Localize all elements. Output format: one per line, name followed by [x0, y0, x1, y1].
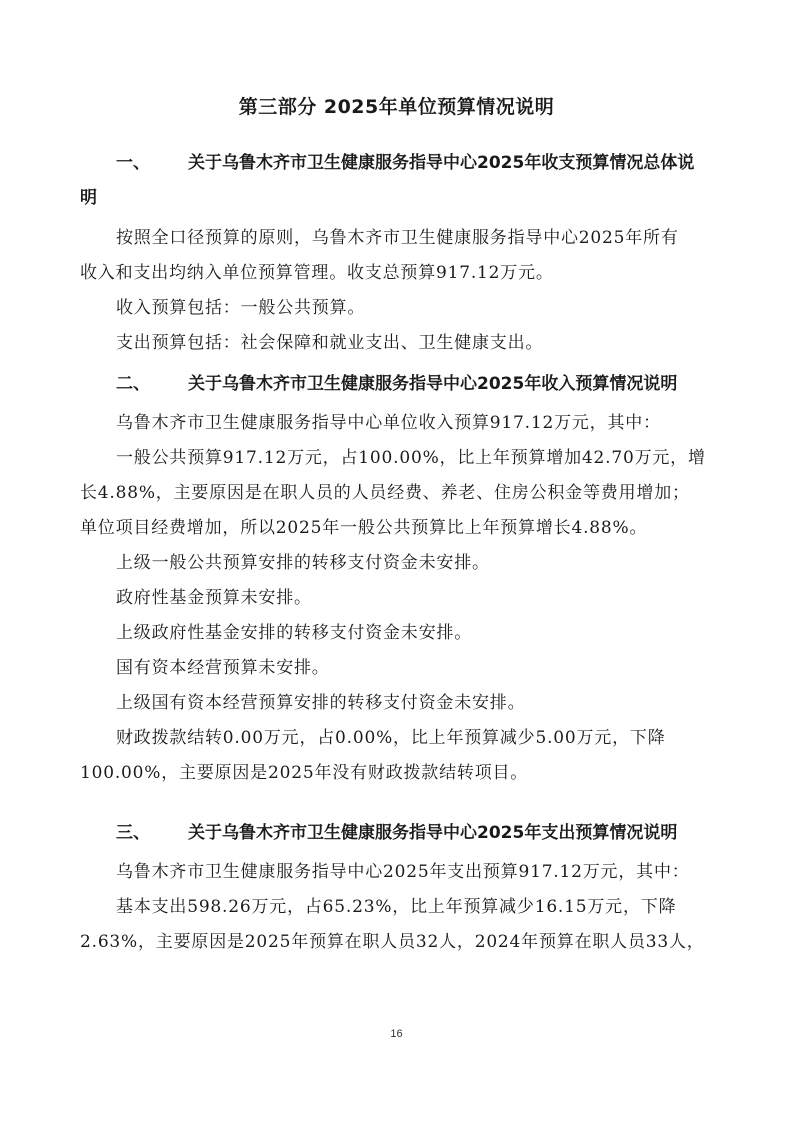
paragraph-line: 单位项目经费增加，所以2025年一般公共预算比上年预算增长4.88%。 [80, 518, 648, 538]
paragraph-line: 一般公共预算917.12万元，占100.00%，比上年预算增加42.70万元，增 [116, 448, 706, 468]
paragraph-line: 乌鲁木齐市卫生健康服务指导中心2025年支出预算917.12万元，其中： [116, 862, 690, 882]
section-3-body [80, 855, 710, 960]
section-2-body [80, 406, 710, 791]
paragraph-line: 按照全口径预算的原则，乌鲁木齐市卫生健康服务指导中心2025年所有 [116, 228, 679, 248]
section-2-title: 关于乌鲁木齐市卫生健康服务指导中心2025年收入预算情况说明 [188, 374, 678, 394]
section-1-title: 关于乌鲁木齐市卫生健康服务指导中心2025年收支预算情况总体说 [188, 153, 695, 173]
paragraph-line: 上级国有资本经营预算安排的转移支付资金未安排。 [116, 693, 526, 713]
paragraph-line: 长4.88%，主要原因是在职人员的人员经费、养老、住房公积金等费用增加； [80, 483, 690, 503]
section-2-number: 二、 [116, 374, 150, 394]
paragraph-line: 国有资本经营预算未安排。 [116, 658, 330, 678]
paragraph-line: 支出预算包括：社会保障和就业支出、卫生健康支出。 [116, 333, 544, 353]
section-1-heading-cont [80, 181, 720, 216]
section-1-heading [80, 146, 720, 181]
paragraph-line: 财政拨款结转0.00万元，占0.00%，比上年预算减少5.00万元，下降 [116, 728, 666, 748]
paragraph-line: 乌鲁木齐市卫生健康服务指导中心单位收入预算917.12万元，其中： [116, 413, 661, 433]
paragraph-line: 2.63%，主要原因是2025年预算在职人员32人，2024年预算在职人员33人， [80, 932, 705, 952]
paragraph-line: 政府性基金预算未安排。 [116, 588, 312, 608]
section-3-heading [80, 816, 720, 851]
paragraph-line: 上级政府性基金安排的转移支付资金未安排。 [116, 623, 472, 643]
section-1-body [80, 221, 710, 361]
section-2-heading [80, 367, 720, 402]
paragraph-line: 收入预算包括：一般公共预算。 [116, 298, 366, 318]
paragraph-line: 100.00%，主要原因是2025年没有财政拨款结转项目。 [80, 763, 529, 783]
section-1-number: 一、 [116, 153, 150, 173]
paragraph-line: 基本支出598.26万元，占65.23%，比上年预算减少16.15万元，下降 [116, 897, 677, 917]
page-number: 16 [390, 1028, 403, 1040]
section-3-number: 三、 [116, 823, 150, 843]
section-3-title: 关于乌鲁木齐市卫生健康服务指导中心2025年支出预算情况说明 [188, 823, 678, 843]
section-1-title-cont: 明 [80, 188, 97, 208]
paragraph-line: 收入和支出均纳入单位预算管理。收支总预算917.12万元。 [80, 263, 554, 283]
paragraph-line: 上级一般公共预算安排的转移支付资金未安排。 [116, 553, 490, 573]
page-title: 第三部分 2025年单位预算情况说明 [238, 96, 555, 118]
